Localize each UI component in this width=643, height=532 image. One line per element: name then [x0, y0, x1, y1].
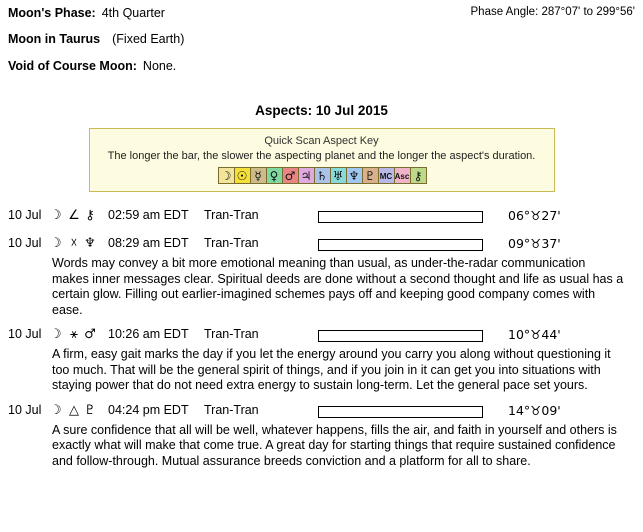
aspect-body-glyph: ☽: [50, 402, 62, 418]
aspect-summary-row: [8, 236, 635, 255]
aspect-duration-bar: [318, 406, 483, 418]
aspect-target-glyph: ♂: [84, 327, 96, 342]
venus-glyph: ♀: [266, 167, 283, 184]
aspect-entry: [8, 403, 635, 479]
aspect-body-glyph: ☽: [50, 327, 62, 342]
aspect-duration-bar: [318, 239, 483, 251]
aspect-glyphs: [50, 208, 108, 223]
aspect-type-glyph: ☓: [70, 236, 78, 251]
aspect-description: Words may convey a bit more emotional meaning than usual, as under-the-radar communication makes inner messages clear. Spiritual deeds are done without a second thought and life as usual has a certain glow. Filling out earlier-imagined schemes pays off and keeping good company comes with ease.: [52, 256, 624, 317]
aspect-summary-row: [8, 403, 635, 422]
moon-sign-row: [0, 32, 643, 48]
aspect-body-glyph: ☽: [50, 208, 62, 223]
chiron-glyph: ⚷: [410, 167, 427, 184]
moon-phase-label: Moon's Phase:: [8, 6, 96, 20]
moon-sign-note: (Fixed Earth): [112, 32, 185, 46]
aspect-time: 08:29 am EDT: [108, 236, 189, 250]
void-of-course-label: Void of Course Moon:: [8, 59, 137, 73]
key-glyph-row: [96, 167, 548, 184]
aspect-date: 10 Jul: [8, 208, 42, 222]
pluto-glyph: ♇: [362, 167, 379, 184]
aspect-description: A sure confidence that all will be well, whatever happens, fills the air, and faith in yourself and others is exactly what will make that come true. A great day for starting things that require sustained confidence and follow-through. Mutual assurance breeds conviction and a platform for all to share.: [52, 422, 617, 468]
moon-phase-value: 4th Quarter: [101, 6, 165, 20]
aspect-time: 10:26 am EDT: [108, 327, 189, 341]
key-title: Quick Scan Aspect Key: [264, 135, 379, 147]
uranus-glyph: ♅: [330, 167, 347, 184]
key-subtitle: The longer the bar, the slower the aspecting planet and the longer the aspect's duration.: [107, 150, 536, 162]
aspect-position: 10°♉44': [508, 327, 561, 342]
aspect-type-glyph: ∠: [68, 208, 80, 223]
aspects-title: Aspects: 10 Jul 2015: [255, 103, 388, 118]
void-of-course-value: None.: [142, 59, 177, 73]
sun-glyph: ☉: [234, 167, 251, 184]
aspect-kind: Tran-Tran: [204, 402, 259, 417]
moon-phase-row: [0, 6, 643, 22]
void-of-course-row: [0, 59, 643, 75]
mars-glyph: ♂: [282, 167, 299, 184]
midheaven-glyph: MC: [378, 167, 395, 184]
aspect-summary-row: [8, 327, 635, 346]
aspect-date: 10 Jul: [8, 236, 42, 250]
aspect-kind: Tran-Tran: [204, 208, 259, 222]
aspect-list: [0, 208, 643, 478]
aspect-type-glyph: ⚹: [70, 327, 78, 342]
aspect-kind: Tran-Tran: [204, 236, 259, 250]
aspect-entry: [8, 327, 635, 403]
quick-scan-aspect-key: [89, 128, 555, 192]
aspect-duration-bar: [318, 330, 483, 342]
moon-sign-label: Moon in Taurus: [8, 32, 101, 46]
aspect-spacer: [8, 318, 635, 327]
aspect-position: 14°♉09': [508, 402, 561, 418]
aspect-body-glyph: ☽: [50, 236, 62, 251]
aspect-glyphs: [50, 327, 108, 342]
ascendant-glyph: Asc: [394, 167, 411, 184]
aspect-kind: Tran-Tran: [204, 327, 259, 341]
aspect-glyphs: [50, 236, 108, 251]
aspect-time: 02:59 am EDT: [108, 208, 189, 222]
aspect-type-glyph: △: [69, 402, 79, 418]
aspect-spacer: [8, 469, 635, 478]
phase-angle: Phase Angle: 287°07' to 299°56': [470, 6, 635, 18]
aspect-spacer: [8, 394, 635, 403]
aspect-duration-bar: [318, 211, 483, 223]
report-page: [0, 6, 643, 532]
aspect-time: 04:24 pm EDT: [108, 402, 189, 417]
aspect-spacer: [8, 227, 635, 236]
mercury-glyph: ☿: [250, 167, 267, 184]
aspect-target-glyph: ♆: [84, 236, 96, 251]
aspect-glyphs: [50, 403, 108, 418]
aspect-position: 06°♉27': [508, 208, 561, 223]
aspect-entry: [8, 236, 635, 327]
jupiter-glyph: ♃: [298, 167, 315, 184]
aspect-summary-row: [8, 208, 635, 227]
aspect-target-glyph: ⚷: [85, 208, 95, 223]
aspect-entry: [8, 208, 635, 236]
aspect-date: 10 Jul: [8, 402, 42, 417]
neptune-glyph: ♆: [346, 167, 363, 184]
saturn-glyph: ♄: [314, 167, 331, 184]
aspect-date: 10 Jul: [8, 327, 42, 341]
aspect-description: A firm, easy gait marks the day if you let the energy around you carry you along without questioning it too much. That will be the general spirit of things, and if you join in it can get you into situations with staying power that do not need extra energy to sustain long-term. Let the general pace set yours.: [52, 347, 611, 392]
aspect-target-glyph: ♇: [84, 402, 96, 418]
moon-glyph: ☽: [218, 167, 235, 184]
aspect-position: 09°♉37': [508, 236, 561, 251]
